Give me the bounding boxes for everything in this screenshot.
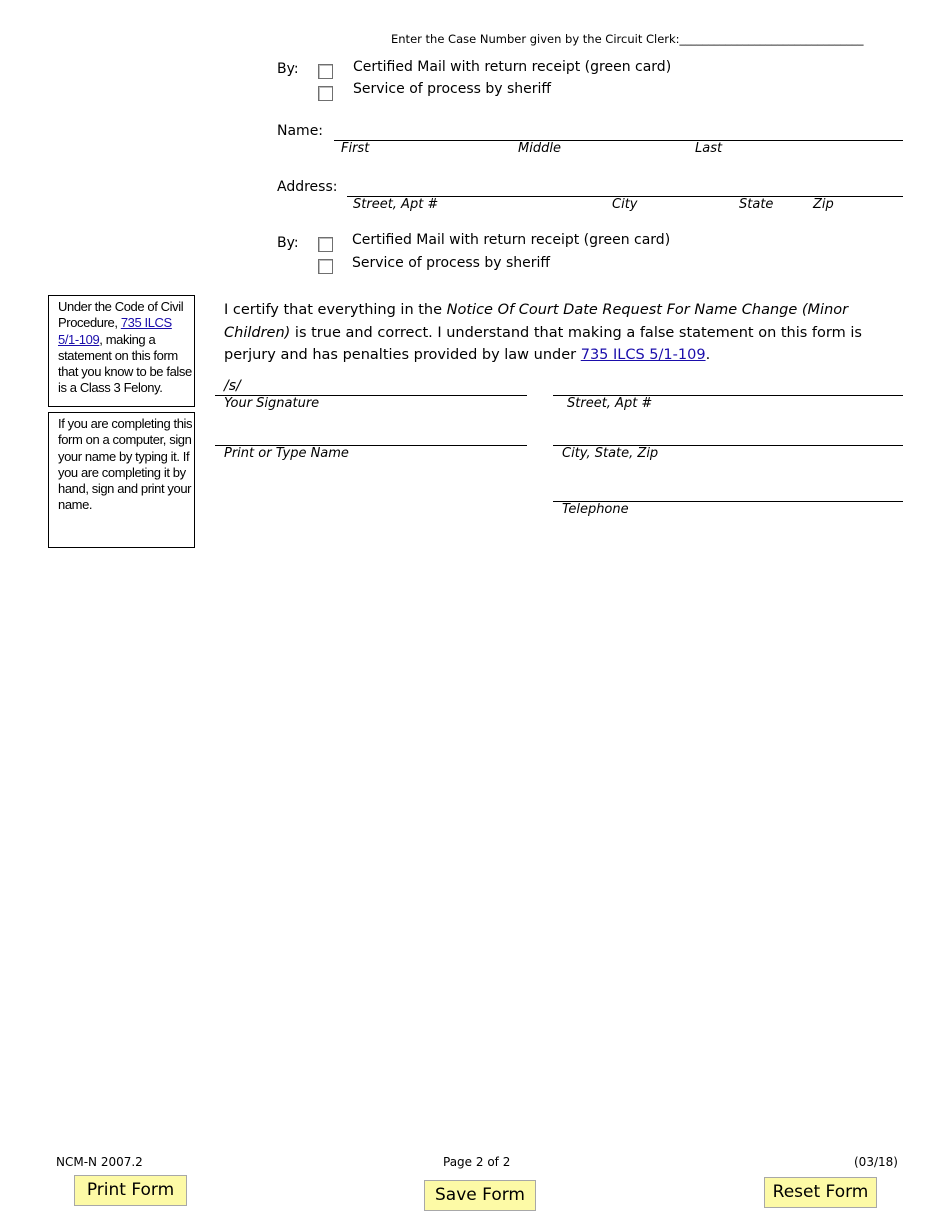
case-number-label: Enter the Case Number given by the Circuit Clerk: <box>391 32 680 46</box>
by-label-1: By: <box>277 61 299 77</box>
print-name-caption: Print or Type Name <box>224 446 349 461</box>
certified-mail-checkbox-1[interactable] <box>318 64 333 79</box>
sheriff-service-label-2: Service of process by sheriff <box>352 255 551 271</box>
signing-instructions-box <box>48 412 195 548</box>
certification-statement <box>224 299 884 367</box>
certified-mail-label-1: Certified Mail with return receipt (green card) <box>353 59 672 75</box>
form-code: NCM-N 2007.2 <box>56 1155 143 1169</box>
sheriff-service-checkbox-1[interactable] <box>318 86 333 101</box>
page-number: Page 2 of 2 <box>443 1155 511 1169</box>
filer-telephone-caption: Telephone <box>562 502 629 517</box>
middle-name-caption: Middle <box>518 141 561 156</box>
first-name-caption: First <box>341 141 370 156</box>
filer-city-state-zip-caption: City, State, Zip <box>562 446 659 461</box>
city-caption: City <box>612 197 638 212</box>
perjury-warning-text-pre: Under the Code of Civil Procedure, <box>58 299 184 331</box>
certification-part1: I certify that everything in the <box>224 302 447 318</box>
print-form-button[interactable]: Print Form <box>74 1175 187 1206</box>
filer-street-caption: Street, Apt # <box>567 396 653 411</box>
ilcs-link-certification[interactable]: 735 ILCS 5/1-109 <box>580 347 706 363</box>
state-caption: State <box>739 197 774 212</box>
certified-mail-checkbox-2[interactable] <box>318 237 333 252</box>
address-label: Address: <box>277 179 338 195</box>
signature-value[interactable]: /s/ <box>224 378 241 394</box>
case-number-field[interactable] <box>391 32 864 46</box>
name-label: Name: <box>277 123 324 139</box>
street-caption: Street, Apt # <box>353 197 439 212</box>
your-signature-caption: Your Signature <box>224 396 320 411</box>
signing-instructions-text: If you are completing this form on a computer, sign your name by typing it. If you are completing it by hand, sign and print your name. <box>58 416 193 513</box>
reset-form-button[interactable]: Reset Form <box>764 1177 877 1208</box>
case-number-blank[interactable]: ________________________________ <box>679 32 864 46</box>
last-name-caption: Last <box>695 141 723 156</box>
certification-part2: is true and correct. I understand that making a false statement on this form is perjury and has penalties provided by law under <box>224 324 862 363</box>
ilcs-link-sidebar[interactable]: 735 ILCS 5/1-109 <box>58 315 172 347</box>
zip-caption: Zip <box>813 197 834 212</box>
sheriff-service-label-1: Service of process by sheriff <box>353 81 552 97</box>
save-form-button[interactable]: Save Form <box>424 1180 536 1211</box>
certification-part3: . <box>705 347 711 363</box>
by-label-2: By: <box>277 235 299 251</box>
certification-form-title: Notice Of Court Date Request For Name Change (Minor Children) <box>224 302 849 341</box>
name-input-line[interactable] <box>334 140 903 141</box>
sheriff-service-checkbox-2[interactable] <box>318 259 333 274</box>
certified-mail-label-2: Certified Mail with return receipt (green card) <box>352 232 671 248</box>
revision-date: (03/18) <box>854 1155 898 1169</box>
perjury-warning-text-post: , making a statement on this form that you know to be false is a Class 3 Felony. <box>58 331 192 396</box>
perjury-warning-box <box>48 295 195 407</box>
